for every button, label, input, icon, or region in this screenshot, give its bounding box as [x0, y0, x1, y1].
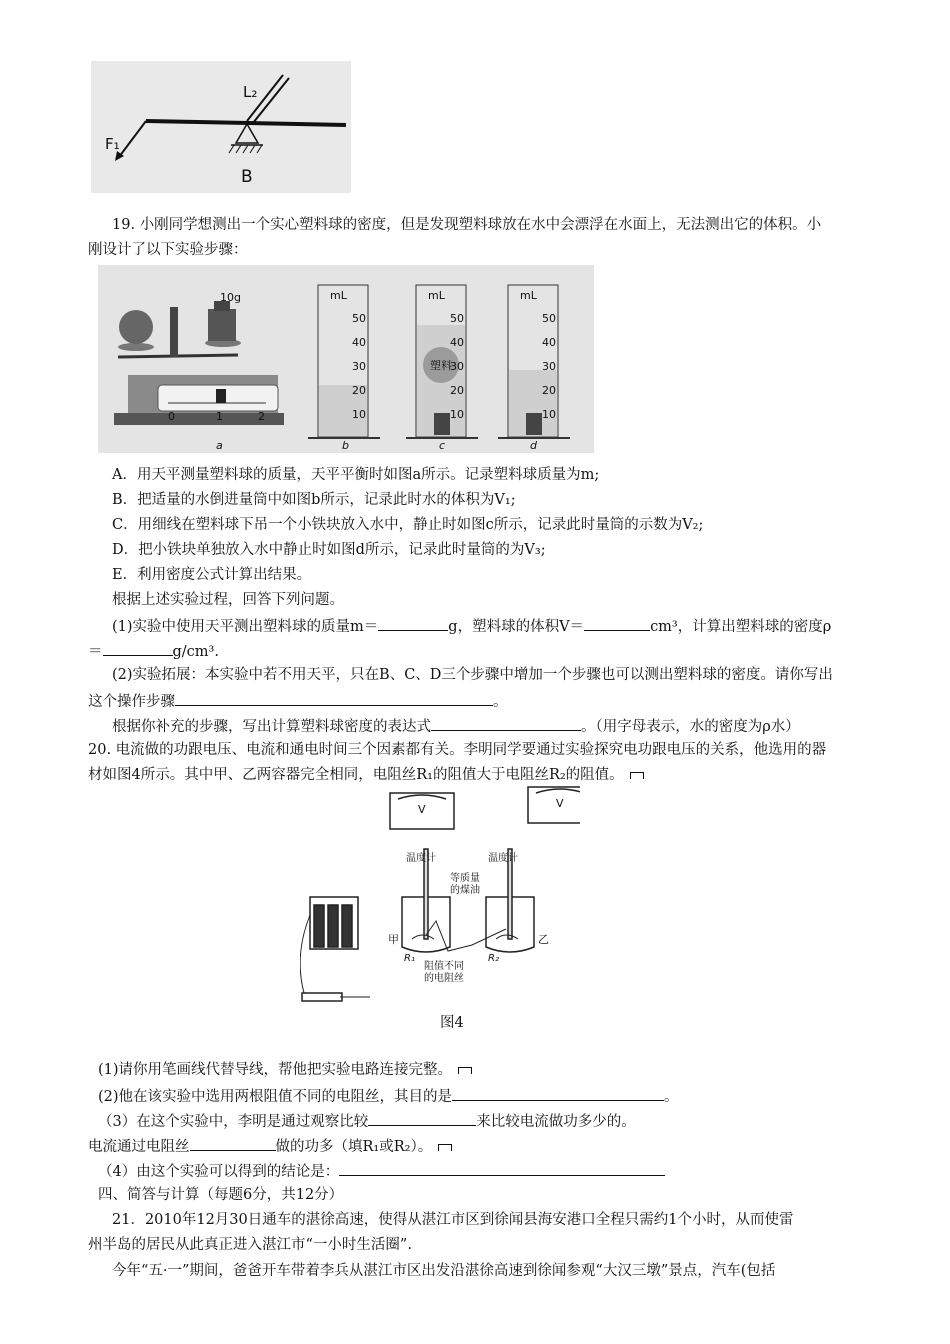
q19-step-e: E．利用密度公式计算出结果。: [112, 567, 312, 583]
label-l2: L₂: [243, 83, 258, 101]
blank-mass[interactable]: [378, 615, 448, 631]
q21-line-3: 今年“五·一”期间，爸爸开车带着李兵从湛江市区出发沿湛徐高速到徐闻参观“大汉三墩”景点，汽车(包括: [112, 1263, 776, 1279]
cyl-c-unit: mL: [428, 289, 445, 302]
blank-resistor[interactable]: [190, 1135, 276, 1151]
lever-diagram: [91, 61, 351, 193]
figure-4-caption: 图4: [440, 1015, 464, 1031]
lever-figure: [91, 61, 351, 193]
q21-line-2: 州半岛的居民从此真正进入湛江市“一小时生活圈”.: [88, 1237, 412, 1253]
q19-part3: 根据你补充的步骤，写出计算塑料球密度的表达式 。（用字母表示，水的密度为ρ水）: [112, 715, 800, 737]
q20-intro-2: 材如图4所示。其中甲、乙两容器完全相同，电阻丝R₁的阻值大于电阻丝R₂的阻值。: [88, 765, 644, 785]
circuit-figure: [300, 785, 580, 1005]
caption-d: d: [530, 439, 537, 452]
wire-label: 阻值不同 的电阻丝: [424, 961, 464, 984]
label-f1: F₁: [105, 135, 120, 153]
q19-part1-density: ＝ g/cm³.: [88, 640, 219, 662]
q19-part2: (2)实验拓展：本实验中若不用天平，只在B、C、D三个步骤中增加一个步骤也可以测出塑料球的密度。请你写出: [112, 667, 833, 683]
q19-step-a: A．用天平测量塑料球的质量，天平平衡时如图a所示。记录塑料球质量为m;: [112, 467, 600, 483]
caption-a: a: [216, 439, 223, 452]
cyl-c-ticks: 50 40 30 20 10: [450, 312, 464, 421]
voltmeter-left-v: V: [418, 803, 426, 816]
voltmeter-right-v: V: [556, 797, 564, 810]
blank-expression[interactable]: [431, 715, 581, 731]
oil-label: 等质量 的煤油: [450, 873, 480, 896]
blank-observe[interactable]: [368, 1110, 476, 1126]
scale-0: 0: [168, 410, 175, 423]
edit-mark: [438, 1144, 452, 1151]
scale-1: 1: [216, 410, 223, 423]
ball-label: 塑料: [430, 359, 452, 372]
q19-part2-step: 这个操作步骤 。: [88, 690, 508, 712]
edit-mark: [630, 772, 644, 779]
label-b: B: [241, 167, 253, 187]
cyl-b-ticks: 50 40 30 20 10: [352, 312, 366, 421]
r2-label: R₂: [488, 953, 499, 964]
weight-label: 10g: [220, 291, 241, 304]
q19-intro-2: 刚设计了以下实验步骤：: [88, 242, 248, 258]
q19-figure: [98, 265, 594, 453]
q19-lead: 根据上述实验过程，回答下列问题。: [112, 592, 344, 608]
caption-b: b: [342, 439, 349, 452]
q20-part3: （3）在这个实验中，李明是通过观察比较 来比较电流做功多少的。: [98, 1110, 636, 1132]
caption-c: c: [439, 439, 446, 452]
q19-intro-1: 19. 小刚同学想测出一个实心塑料球的密度，但是发现塑料球放在水中会漂浮在水面上，无法测出它的体积。小: [112, 217, 822, 233]
thermometer-left-label: 温度计: [406, 853, 436, 864]
blank-density[interactable]: [103, 640, 173, 656]
cyl-d-ticks: 50 40 30 20 10: [542, 312, 556, 421]
blank-extra-step[interactable]: [175, 690, 493, 706]
q21-line-1: 21．2010年12月30日通车的湛徐高速，使得从湛江市区到徐闻县海安港口全程只需约1个小时，从而使雷: [112, 1212, 794, 1228]
cyl-b-unit: mL: [330, 289, 347, 302]
q20-intro-1: 20. 电流做的功跟电压、电流和通电时间三个因素都有关。李明同学要通过实验探究电功跟电压的关系，他选用的器: [88, 742, 827, 758]
edit-mark: [458, 1067, 472, 1074]
q20-part1: (1)请你用笔画线代替导线，帮他把实验电路连接完整。: [98, 1060, 472, 1080]
thermometer-right-label: 温度计: [488, 853, 518, 864]
yi-label: 乙: [538, 933, 549, 946]
q19-step-d: D．把小铁块单独放入水中静止时如图d所示，记录此时量筒的为V₃;: [112, 542, 546, 558]
section-4-title: 四、简答与计算（每题6分，共12分）: [98, 1187, 344, 1203]
blank-purpose[interactable]: [452, 1085, 664, 1101]
q19-step-c: C．用细线在塑料球下吊一个小铁块放入水中，静止时如图c所示，记录此时量筒的示数为V₂;: [112, 517, 704, 533]
scale-2: 2: [258, 410, 265, 423]
q19-step-b: B．把适量的水倒进量筒中如图b所示，记录此时水的体积为V₁;: [112, 492, 516, 508]
q20-part3b: 电流通过电阻丝 做的功多（填R₁或R₂）。: [88, 1135, 452, 1157]
q19-part1: (1)实验中使用天平测出塑料球的质量m＝ g，塑料球的体积V＝ cm³，计算出塑料球的密度ρ: [112, 615, 831, 637]
cyl-d-unit: mL: [520, 289, 537, 302]
r1-label: R₁: [404, 953, 415, 964]
blank-conclusion[interactable]: [339, 1160, 665, 1176]
q20-part4: （4）由这个实验可以得到的结论是：: [98, 1160, 665, 1182]
blank-volume[interactable]: [584, 615, 650, 631]
jia-label: 甲: [388, 933, 399, 946]
q20-part2: (2)他在该实验中选用两根阻值不同的电阻丝，其目的是 。: [98, 1085, 679, 1107]
